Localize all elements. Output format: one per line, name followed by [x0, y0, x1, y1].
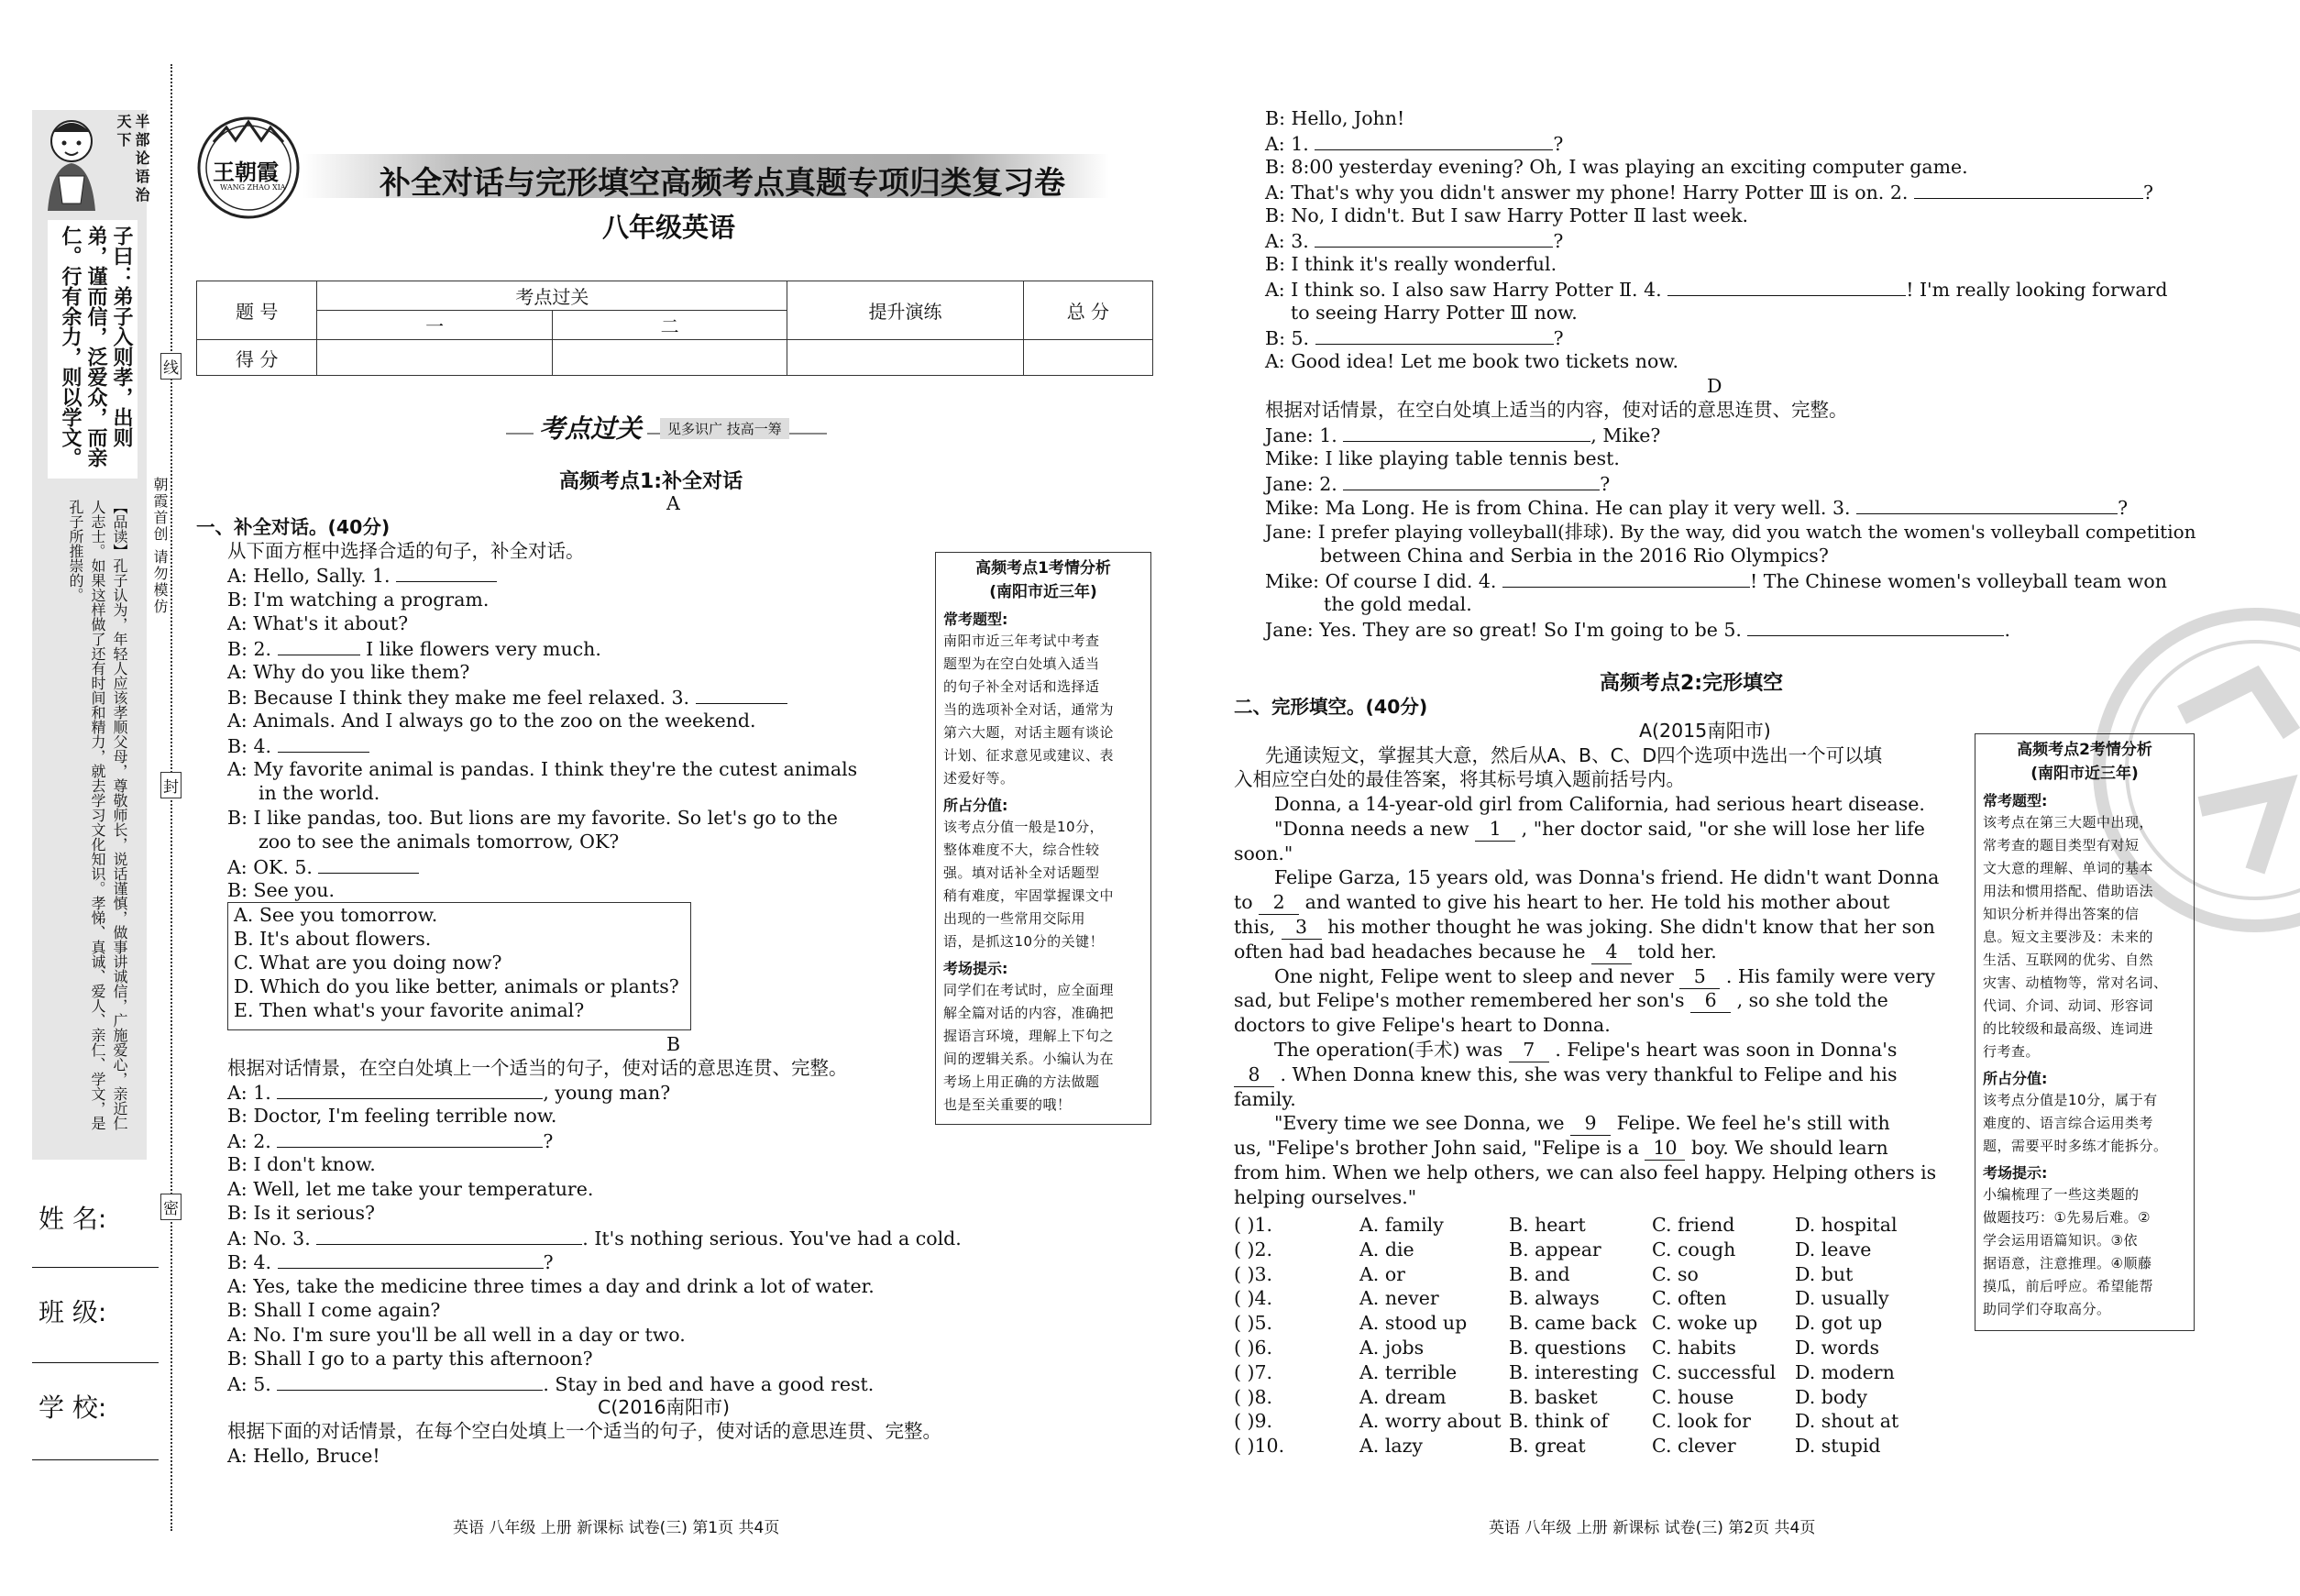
analysis2-p3-2: 学会运用语篇知识。③依: [1983, 1232, 2138, 1249]
answer-option: D. leave: [1795, 1238, 1872, 1260]
analysis2-p1-3: 用法和惯用搭配、借助语法: [1983, 883, 2154, 899]
logo-text: 王朝霞: [213, 159, 279, 185]
cloze-blank[interactable]: 9: [1570, 1111, 1611, 1136]
C-line-11: B: 5. ?: [1265, 327, 1564, 349]
answer-option: B. interesting: [1509, 1360, 1639, 1383]
answer-option: D. modern: [1795, 1360, 1895, 1383]
B-line-12: B: Shall I go to a party this afternoon?: [227, 1348, 593, 1370]
passage-text: from him. When we help others, we can also feel happy. Helping others is: [1234, 1161, 1937, 1183]
passage-text: sad, but Felipe's mother remembered her son's: [1234, 989, 1685, 1012]
C-blank-1[interactable]: [1315, 131, 1553, 150]
question-row: [1234, 1409, 1931, 1434]
analysis2-p2-0: 该考点分值是10分，属于有: [1983, 1092, 2158, 1108]
cloze-blank[interactable]: 8: [1234, 1062, 1274, 1087]
answer-option: C. friend: [1652, 1214, 1735, 1236]
C-line-8: B: I think it's really wonderful.: [1265, 253, 1557, 275]
question-number[interactable]: ( )4.: [1234, 1287, 1273, 1310]
answer-option: A. terrible: [1359, 1360, 1458, 1383]
passage-text: family.: [1234, 1087, 1296, 1110]
score-row-2-label: 得 分: [197, 340, 317, 376]
analysis2-p1-1: 常考查的题目类型有对短: [1983, 837, 2140, 853]
answer-option: C. woke up: [1652, 1312, 1758, 1335]
C-line-7: A: 3. ?: [1265, 230, 1564, 252]
analysis1-h2: 所占分值:: [943, 797, 1008, 814]
C-blank-4[interactable]: [1667, 277, 1906, 296]
logo-sub: WANG ZHAO XIA: [220, 183, 286, 192]
D-blank-2[interactable]: [1343, 471, 1600, 490]
passage-line: [1234, 1136, 1888, 1161]
answer-option: A. lazy: [1359, 1435, 1423, 1458]
passage-text: helping ourselves.": [1234, 1185, 1417, 1208]
D-line-1: Jane: 1. , Mike?: [1265, 424, 1661, 446]
answer-option: A. dream: [1359, 1385, 1447, 1408]
B-line-9: A: Yes, take the medicine three times a day and drink a lot of water.: [227, 1275, 875, 1297]
analysis1-p2-0: 该考点分值一般是10分，: [943, 819, 1105, 835]
answer-option: B. great: [1509, 1435, 1586, 1458]
score-cell-2[interactable]: [552, 340, 787, 376]
passage-text: and wanted to give his heart to her. He told his mother about: [1304, 891, 1890, 914]
D-line-9: Jane: Yes. They are so great! So I'm going to be 5. .: [1265, 619, 2010, 641]
analysis1-p3-3: 间的逻辑关系。小编认为在: [943, 1051, 1115, 1067]
answer-option: A. or: [1359, 1262, 1405, 1285]
answer-option: D. words: [1795, 1337, 1880, 1359]
answer-option: C. look for: [1652, 1410, 1751, 1433]
analysis1-p1-5: 计划、征求意见或建议、表: [943, 747, 1115, 764]
passage-line: [1234, 1185, 1416, 1209]
part1-instr-C: 根据下面的对话情景，在每个空白处填上一个适当的句子，使对话的意思连贯、完整。: [227, 1420, 941, 1442]
mascot-icon: [35, 112, 108, 213]
part1-C-title: C(2016南阳市): [598, 1396, 730, 1418]
cloze-blank[interactable]: 3: [1282, 915, 1322, 940]
analysis2-p2-2: 题，需要平时多练才能拆分。: [1983, 1138, 2168, 1154]
C-line-1: A: Hello, Bruce!: [227, 1445, 380, 1467]
passage-text: . When Donna knew this, she was very thankful to Felipe and his: [1280, 1062, 1898, 1085]
passage-text: us, "Felipe's brother John said, "Felipe is a: [1234, 1137, 1639, 1160]
A-line-3: A: What's it about?: [227, 612, 409, 634]
analysis2-p1-2: 文大意的理解、单词的基本: [1983, 860, 2154, 876]
cloze-blank[interactable]: 4: [1591, 940, 1632, 964]
answer-option: D. stupid: [1795, 1435, 1881, 1458]
B-line-2: B: Doctor, I'm feeling terrible now.: [227, 1105, 557, 1127]
analysis1-p3-5: 也是至关重要的哦！: [943, 1096, 1072, 1113]
part2-instr-1: 入相应空白处的最佳答案，将其标号填入题前括号内。: [1234, 768, 1685, 790]
analysis2-subtitle: (南阳市近三年): [2030, 765, 2139, 783]
analysis2-p3-5: 助同学们夺取高分。: [1983, 1301, 2111, 1317]
A-line-12: zoo to see the animals tomorrow, OK?: [259, 831, 620, 853]
answer-option: D. usually: [1795, 1287, 1889, 1310]
score-col-3: 提升演练: [787, 281, 1023, 340]
part1-instr-heading: 一、补全对话。(40分): [196, 516, 391, 538]
answer-option: A. stood up: [1359, 1312, 1468, 1335]
B-line-10: B: Shall I come again?: [227, 1299, 441, 1321]
passage-line: [1234, 1062, 1897, 1087]
answer-option: B. questions: [1509, 1337, 1626, 1359]
passage-text: One night, Felipe went to sleep and never: [1274, 964, 1674, 987]
cloze-blank[interactable]: 1: [1475, 817, 1515, 842]
C-line-9: A: I think so. I also saw Harry Potter Ⅱ. 4. ! I'm really looking forward: [1265, 279, 2168, 301]
passage-text: soon.": [1234, 842, 1293, 864]
name-label: 姓 名:: [39, 1204, 107, 1234]
part1-D-letter: D: [1707, 375, 1722, 397]
A-line-9: A: My favorite animal is pandas. I think they're the cutest animals: [227, 758, 858, 780]
A-line-13: A: OK. 5.: [227, 854, 419, 879]
analysis1-p1-6: 述爱好等。: [943, 770, 1015, 787]
C-blank-5[interactable]: [1315, 325, 1554, 345]
analysis1-p1-4: 第六大题，对话主题有谈论: [943, 724, 1115, 741]
A-blank-2[interactable]: [278, 636, 360, 655]
part1-instr-D: 根据对话情景，在空白处填上适当的内容，使对话的意思连贯、完整。: [1265, 399, 1848, 421]
analysis2-p3-0: 小编梳理了一些这类题的: [1983, 1186, 2140, 1203]
passage-text: this,: [1234, 916, 1276, 938]
question-number[interactable]: ( )5.: [1234, 1312, 1273, 1335]
analysis1-h3: 考场提示:: [943, 960, 1008, 977]
part1-instr-A: 从下面方框中选择合适的句子，补全对话。: [227, 540, 585, 562]
answer-option: C. cough: [1652, 1238, 1736, 1260]
answer-option: B. basket: [1509, 1385, 1598, 1408]
class-field[interactable]: [32, 1362, 159, 1363]
answer-option: A. jobs: [1359, 1337, 1425, 1359]
score-cell-1[interactable]: [317, 340, 552, 376]
score-col-2: 二: [552, 311, 787, 340]
cut-mark-1: 线: [160, 353, 182, 380]
B-blank-3[interactable]: [316, 1226, 582, 1245]
analysis1-p1-3: 当的选项补全对话，通常为: [943, 701, 1115, 718]
A-blank-3[interactable]: [696, 685, 787, 704]
score-cell-4[interactable]: [1023, 340, 1152, 376]
passage-text: "Every time we see Donna, we: [1274, 1112, 1565, 1135]
answer-option: B. always: [1509, 1287, 1600, 1310]
answer-option: D. body: [1795, 1385, 1867, 1408]
answer-option: B. and: [1509, 1262, 1570, 1285]
question-row: [1234, 1385, 1931, 1410]
analysis1-p2-4: 出现的一些常用交际用: [943, 910, 1086, 927]
A-blank-1[interactable]: [396, 563, 497, 582]
A-line-1: A: Hello, Sally. 1.: [227, 563, 497, 588]
part2-A-title: A(2015南阳市): [1639, 720, 1771, 742]
answer-option: D. shout at: [1795, 1410, 1899, 1433]
question-row: [1234, 1213, 1931, 1238]
D-line-2: Mike: I like playing table tennis best.: [1265, 447, 1620, 469]
passage-text: Felipe. We feel he's still with: [1616, 1112, 1890, 1135]
A-line-14: B: See you.: [227, 879, 335, 901]
answer-option: B. heart: [1509, 1214, 1586, 1236]
analysis1-p3-2: 握语言环境，理解上下句之: [943, 1028, 1115, 1044]
B-blank-2[interactable]: [277, 1128, 543, 1148]
passage-line: [1274, 964, 1935, 989]
A-option-d: D. Which do you like better, animals or plants?: [234, 975, 679, 997]
analysis2-p3-4: 摸瓜，前后呼应。希望能帮: [1983, 1278, 2154, 1294]
cloze-blank[interactable]: 7: [1509, 1038, 1549, 1062]
A-line-4: B: 2. I like flowers very much.: [227, 638, 601, 660]
school-label: 学 校:: [39, 1392, 107, 1423]
C-line-3: A: 1. ?: [1265, 133, 1564, 155]
answer-option: B. came back: [1509, 1312, 1637, 1335]
A-blank-4[interactable]: [278, 733, 369, 753]
C-line-5: A: That's why you didn't answer my phone! Harry Potter Ⅲ is on. 2. ?: [1265, 182, 2153, 204]
part1-heading: 高频考点1:补全对话: [559, 470, 743, 493]
A-line-5: A: Why do you like them?: [227, 661, 470, 683]
question-row: [1234, 1336, 1931, 1360]
part2-instr-heading: 二、完形填空。(40分): [1234, 696, 1428, 718]
passage-line: [1274, 865, 1939, 889]
analysis2-h2: 所占分值:: [1983, 1070, 2048, 1087]
B-blank-5[interactable]: [277, 1371, 543, 1391]
analysis2-p2-1: 难度的、语言综合运用类考: [1983, 1115, 2154, 1131]
passage-text: told her.: [1637, 940, 1717, 963]
score-col-4: 总 分: [1023, 281, 1152, 340]
analysis1-p1-0: 南阳市近三年考试中考查: [943, 633, 1100, 649]
question-number[interactable]: ( )9.: [1234, 1410, 1273, 1433]
C-line-10: to seeing Harry Potter Ⅲ now.: [1291, 302, 1578, 324]
question-number[interactable]: ( )3.: [1234, 1262, 1273, 1285]
answer-option: A. worry about: [1359, 1410, 1502, 1433]
A-line-6: B: Because I think they make me feel relaxed. 3.: [227, 685, 787, 710]
passage-line: [1234, 1161, 1936, 1184]
question-number[interactable]: ( )6.: [1234, 1337, 1273, 1359]
question-row: [1234, 1238, 1931, 1262]
B-line-5: A: Well, let me take your temperature.: [227, 1178, 594, 1200]
C-line-4: B: 8:00 yesterday evening? Oh, I was playing an exciting computer game.: [1265, 156, 1968, 178]
question-number[interactable]: ( )7.: [1234, 1360, 1273, 1383]
question-number[interactable]: ( )8.: [1234, 1385, 1273, 1408]
passage-text: to: [1234, 891, 1253, 914]
A-option-a: A. See you tomorrow.: [234, 904, 438, 926]
B-line-7: A: No. 3. . It's nothing serious. You've had a cold.: [227, 1227, 962, 1249]
answer-option: A. die: [1359, 1238, 1414, 1260]
page-subtitle: 八年级英语: [602, 212, 736, 243]
passage-text: "Donna needs a new: [1274, 817, 1469, 840]
page-title: 补全对话与完形填空高频考点真题专项归类复习卷: [380, 165, 1065, 202]
analysis1-p3-1: 解全篇对话的内容，准确把: [943, 1005, 1115, 1021]
C-blank-2[interactable]: [1914, 180, 2143, 199]
score-cell-3[interactable]: [787, 340, 1023, 376]
question-number[interactable]: ( )10.: [1234, 1435, 1285, 1458]
A-option-c: C. What are you doing now?: [234, 952, 502, 974]
B-line-11: A: No. I'm sure you'll be all well in a day or two.: [227, 1324, 686, 1346]
passage-text: boy. We should learn: [1690, 1137, 1888, 1160]
B-line-6: B: Is it serious?: [227, 1202, 375, 1224]
passage-text: . His family were very: [1725, 964, 1936, 987]
analysis-box-2: [1975, 733, 2195, 1331]
B-blank-1[interactable]: [277, 1080, 543, 1099]
C-line-6: B: No, I didn't. But I saw Harry Potter Ⅱ last week.: [1265, 204, 1749, 226]
A-line-11: B: I like pandas, too. But lions are my favorite. So let's go to the: [227, 807, 838, 829]
question-number[interactable]: ( )1.: [1234, 1214, 1273, 1236]
D-line-6: between China and Serbia in the 2016 Rio Olympics?: [1320, 545, 1829, 567]
D-line-8: the gold medal.: [1324, 593, 1472, 615]
analysis1-p3-4: 考场上用正确的方法做题: [943, 1073, 1100, 1090]
school-field[interactable]: [32, 1459, 159, 1460]
answer-option: D. but: [1795, 1262, 1854, 1285]
footer-left: 英语 八年级 上册 新课标 试卷(三) 第1页 共4页: [453, 1519, 780, 1537]
B-line-3: A: 2. ?: [227, 1130, 554, 1152]
cut-mark-2: 封: [160, 772, 182, 798]
analysis-box-1: [935, 552, 1151, 1125]
passage-line: [1274, 792, 1925, 816]
sidebar-motto: 半部论语治天下: [115, 114, 150, 205]
analysis2-p1-6: 生活、互联网的优劣、自然: [1983, 952, 2154, 968]
name-field[interactable]: [32, 1267, 159, 1268]
question-row: [1234, 1286, 1931, 1311]
passage-text: Donna, a 14-year-old girl from California, had serious heart disease.: [1274, 793, 1925, 815]
sidebar-quote: 子曰：弟子入则孝，出则弟，谨而信，泛爱众，而亲仁。行有余力，则以学文。: [48, 220, 138, 479]
A-line-8: B: 4.: [227, 733, 369, 758]
answer-option: C. habits: [1652, 1337, 1736, 1359]
passage-line: [1274, 817, 1925, 842]
passage-text: doctors to give Felipe's heart to Donna.: [1234, 1014, 1611, 1037]
answer-option: C. successful: [1652, 1360, 1777, 1383]
analysis2-p3-1: 做题技巧：①先易后难。②: [1983, 1209, 2151, 1226]
answer-option: D. got up: [1795, 1312, 1883, 1335]
part1-A-letter: A: [666, 492, 680, 514]
passage-line: [1274, 1111, 1890, 1136]
analysis2-p1-7: 灾害、动植物等，常对名词、: [1983, 974, 2168, 991]
B-line-1: A: 1. , young man?: [227, 1082, 671, 1104]
question-row: [1234, 1311, 1931, 1336]
question-number[interactable]: ( )2.: [1234, 1238, 1273, 1260]
score-col-1: 一: [317, 311, 552, 340]
A-line-2: B: I'm watching a program.: [227, 589, 490, 611]
answer-option: B. appear: [1509, 1238, 1601, 1260]
analysis2-p1-4: 知识分析并得出答案的信: [1983, 906, 2140, 922]
passage-line: [1274, 1038, 1897, 1062]
B-line-8: B: 4. ?: [227, 1251, 554, 1273]
analysis1-p2-2: 强。填对话补全对话题型: [943, 864, 1100, 881]
sidebar-reading: 【品读】孔子认为，年轻人应该孝顺父母，尊敬师长，说话谨慎，做事讲诚信，广施爱心，亲近仁人志士。如果这样做了还有时间和精力，就去学习文化知识。孝悌、真诚、爱人、亲仁、学文，是孔子所推崇的。: [67, 500, 128, 1130]
passage-line: [1234, 988, 1888, 1013]
B-blank-4[interactable]: [278, 1249, 544, 1269]
analysis2-p3-3: 据语意，注意推理。④顺藤: [1983, 1255, 2152, 1271]
answer-option: C. so: [1652, 1262, 1699, 1285]
D-blank-4[interactable]: [1502, 568, 1750, 588]
passage-text: The operation(手术) was: [1274, 1039, 1503, 1061]
answer-option: C. often: [1652, 1287, 1727, 1310]
analysis1-subtitle: (南阳市近三年): [989, 583, 1097, 601]
answer-option: A. family: [1359, 1214, 1444, 1236]
class-label: 班 级:: [39, 1297, 107, 1327]
A-blank-5[interactable]: [318, 854, 419, 874]
question-row: [1234, 1360, 1931, 1385]
section-banner-main: 考点过关: [534, 409, 647, 446]
cloze-blank[interactable]: 5: [1679, 964, 1720, 989]
cloze-blank[interactable]: 2: [1259, 890, 1299, 915]
analysis2-p1-0: 该考点在第三大题中出现，: [1983, 814, 2154, 831]
A-line-10: in the world.: [259, 782, 380, 804]
passage-text: his mother thought he was joking. She didn't know that her son: [1327, 916, 1935, 938]
passage-line: [1234, 1087, 1296, 1111]
part2-instr-0: 先通读短文，掌握其大意，然后从A、B、C、D四个选项中选出一个可以填: [1265, 744, 1883, 766]
section-banner-sub: 见多识广 技高一筹: [660, 418, 789, 439]
answer-option: D. hospital: [1795, 1214, 1898, 1236]
B-line-4: B: I don't know.: [227, 1153, 376, 1175]
A-option-b: B. It's about flowers.: [234, 928, 432, 950]
question-row: [1234, 1434, 1931, 1458]
B-line-13: A: 5. . Stay in bed and have a good rest.: [227, 1373, 875, 1395]
analysis2-p1-10: 行考查。: [1983, 1043, 2041, 1060]
score-row-label: 题 号: [197, 281, 317, 340]
analysis2-p1-9: 的比较级和最高级、连词进: [1983, 1020, 2154, 1037]
A-options-box: [227, 902, 691, 1030]
part1-B-letter: B: [666, 1033, 681, 1055]
analysis1-p1-1: 题型为在空白处填入适当: [943, 655, 1100, 672]
score-table: [196, 281, 1153, 376]
answer-option: C. house: [1652, 1385, 1734, 1408]
cloze-blank[interactable]: 10: [1645, 1136, 1685, 1161]
passage-line: [1234, 842, 1293, 865]
part1-instr-B: 根据对话情景，在空白处填上一个适当的句子，使对话的意思连贯、完整。: [227, 1057, 848, 1079]
passage-text: often had bad headaches because he: [1234, 940, 1586, 963]
C-blank-3[interactable]: [1315, 228, 1553, 248]
analysis1-p2-5: 语，是抓这10分的关键！: [943, 933, 1105, 950]
A-line-7: A: Animals. And I always go to the zoo on the weekend.: [227, 710, 756, 732]
analysis1-p1-2: 的句子补全对话和选择适: [943, 678, 1100, 695]
C-line-2: B: Hello, John!: [1265, 107, 1405, 129]
question-row: [1234, 1262, 1931, 1287]
passage-text: , "her doctor said, "or she will lose her life: [1521, 817, 1925, 840]
C-line-12: A: Good idea! Let me book two tickets now.: [1265, 350, 1678, 372]
analysis1-h1: 常考题型:: [943, 611, 1008, 628]
copyright-note: 朝霞首创 请勿模仿: [151, 477, 169, 616]
passage-text: . Felipe's heart was soon in Donna's: [1555, 1039, 1898, 1061]
analysis2-title: 高频考点2考情分析: [2017, 741, 2152, 759]
analysis1-p2-3: 稍有难度，牢固掌握课文中: [943, 887, 1115, 904]
passage-line: [1234, 1013, 1611, 1037]
answer-option: A. never: [1359, 1287, 1439, 1310]
analysis1-p3-0: 同学们在考试时，应全面理: [943, 982, 1115, 998]
passage-line: [1234, 940, 1717, 964]
answer-option: C. clever: [1652, 1435, 1736, 1458]
A-option-e: E. Then what's your favorite animal?: [234, 999, 585, 1021]
cloze-blank[interactable]: 6: [1690, 988, 1731, 1013]
passage-text: , so she told the: [1736, 989, 1888, 1012]
D-line-4: Mike: Ma Long. He is from China. He can play it very well. 3. ?: [1265, 497, 2129, 519]
part2-heading: 高频考点2:完形填空: [1600, 672, 1784, 695]
analysis1-title: 高频考点1考情分析: [975, 559, 1111, 578]
D-blank-5[interactable]: [1747, 617, 2004, 636]
D-blank-1[interactable]: [1343, 423, 1590, 442]
D-line-7: Mike: Of course I did. 4. ! The Chinese women's volleyball team won: [1265, 570, 2167, 592]
analysis1-p2-1: 整体难度不大，综合性较: [943, 842, 1100, 858]
footer-right: 英语 八年级 上册 新课标 试卷(三) 第2页 共4页: [1489, 1519, 1816, 1537]
analysis2-p1-8: 代词、介词、动词、形容词: [1983, 997, 2154, 1014]
D-line-3: Jane: 2. ?: [1265, 473, 1611, 495]
passage-line: [1234, 915, 1935, 940]
D-blank-3[interactable]: [1856, 495, 2118, 514]
passage-text: Felipe Garza, 15 years old, was Donna's friend. He didn't want Donna: [1274, 866, 1940, 889]
score-group-header: 考点过关: [317, 281, 787, 311]
analysis2-h3: 考场提示:: [1983, 1164, 2048, 1182]
analysis2-p1-5: 息。短文主要涉及：未来的: [1983, 929, 2154, 945]
cut-mark-3: 密: [160, 1194, 182, 1220]
analysis2-h1: 常考题型:: [1983, 792, 2048, 809]
answer-option: B. think of: [1509, 1410, 1609, 1433]
D-line-5: Jane: I prefer playing volleyball(排球). By the way, did you watch the women's volleyball competition: [1265, 521, 2196, 543]
passage-line: [1234, 890, 1890, 915]
